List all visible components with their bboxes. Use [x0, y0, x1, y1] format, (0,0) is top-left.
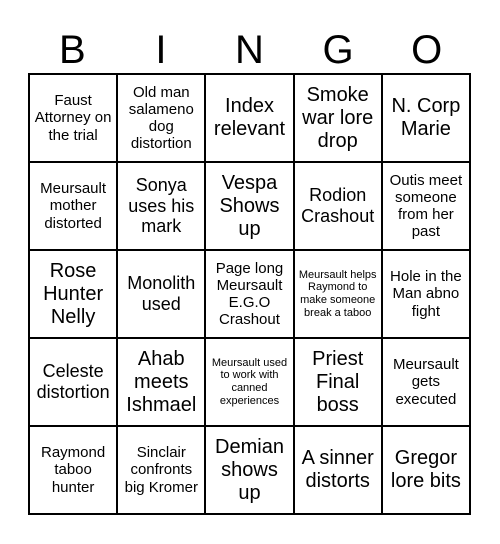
bingo-cell[interactable]: Page long Meursault E.G.O Crashout	[205, 250, 293, 338]
bingo-cell[interactable]: Hole in the Man abno fight	[382, 250, 470, 338]
bingo-cell[interactable]: Sonya uses his mark	[117, 162, 205, 250]
bingo-cell[interactable]: N. Corp Marie	[382, 74, 470, 162]
header-letter-o: O	[411, 28, 443, 72]
bingo-card	[28, 73, 471, 515]
bingo-cell[interactable]: Meursault helps Raymond to make someone break a taboo	[294, 250, 382, 338]
header-letter-i: I	[155, 28, 167, 72]
bingo-cell[interactable]: Meursault gets executed	[382, 338, 470, 426]
header-letter-g: G	[322, 28, 354, 72]
bingo-cell[interactable]: Outis meet someone from her past	[382, 162, 470, 250]
bingo-cell[interactable]: Sinclair confronts big Kromer	[117, 426, 205, 514]
bingo-cell[interactable]: Faust Attorney on the trial	[29, 74, 117, 162]
bingo-cell[interactable]: Smoke war lore drop	[294, 74, 382, 162]
bingo-cell[interactable]: Vespa Shows up	[205, 162, 293, 250]
bingo-cell[interactable]: Meursault used to work with canned experiences	[205, 338, 293, 426]
bingo-cell[interactable]: Rose Hunter Nelly	[29, 250, 117, 338]
bingo-header	[28, 28, 471, 72]
bingo-cell[interactable]: Demian shows up	[205, 426, 293, 514]
bingo-cell[interactable]: Rodion Crashout	[294, 162, 382, 250]
bingo-cell[interactable]: Gregor lore bits	[382, 426, 470, 514]
header-letter-b: B	[58, 28, 86, 72]
header-letter-n: N	[235, 28, 264, 72]
bingo-cell[interactable]: Ahab meets Ishmael	[117, 338, 205, 426]
bingo-cell[interactable]: Raymond taboo hunter	[29, 426, 117, 514]
bingo-cell[interactable]: Index relevant	[205, 74, 293, 162]
bingo-cell[interactable]: Monolith used	[117, 250, 205, 338]
bingo-cell[interactable]: Old man salameno dog distortion	[117, 74, 205, 162]
bingo-cell[interactable]: Celeste distortion	[29, 338, 117, 426]
bingo-cell[interactable]: Priest Final boss	[294, 338, 382, 426]
bingo-cell[interactable]: Meursault mother distorted	[29, 162, 117, 250]
bingo-cell[interactable]: A sinner distorts	[294, 426, 382, 514]
